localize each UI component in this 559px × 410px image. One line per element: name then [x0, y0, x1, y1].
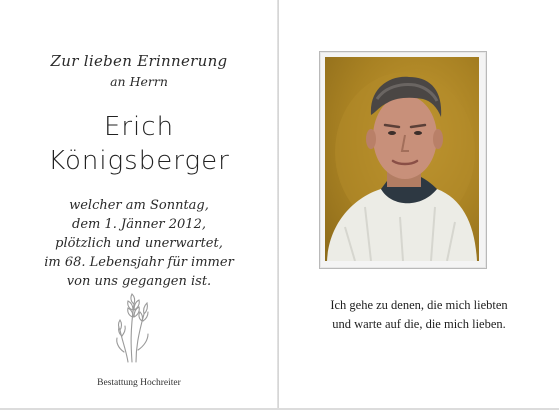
left-panel: [0, 0, 278, 410]
obituary-line: von uns gegangen ist.: [66, 274, 212, 289]
obituary-line: welcher am Sonntag,: [69, 198, 209, 213]
quote-line: und warte auf die, die mich lieben.: [332, 317, 506, 331]
funeral-home-name: Bestattung Hochreiter: [97, 378, 181, 388]
memorial-quote: [279, 296, 559, 334]
obituary-text: [0, 196, 278, 291]
obituary-line: plötzlich und unerwartet,: [55, 236, 223, 251]
portrait-photo: [325, 57, 479, 261]
deceased-first-name: Erich: [103, 112, 175, 142]
deceased-last-name: Königsberger: [48, 146, 230, 176]
obituary-line: im 68. Lebensjahr für immer: [44, 255, 234, 270]
wheat-icon: [112, 292, 156, 364]
memorial-heading: Zur lieben Erinnerung: [50, 52, 228, 70]
obituary-line: dem 1. Jänner 2012,: [72, 217, 206, 232]
quote-line: Ich gehe zu denen, die mich liebten: [330, 298, 508, 312]
memorial-subheading: an Herrn: [110, 74, 168, 89]
